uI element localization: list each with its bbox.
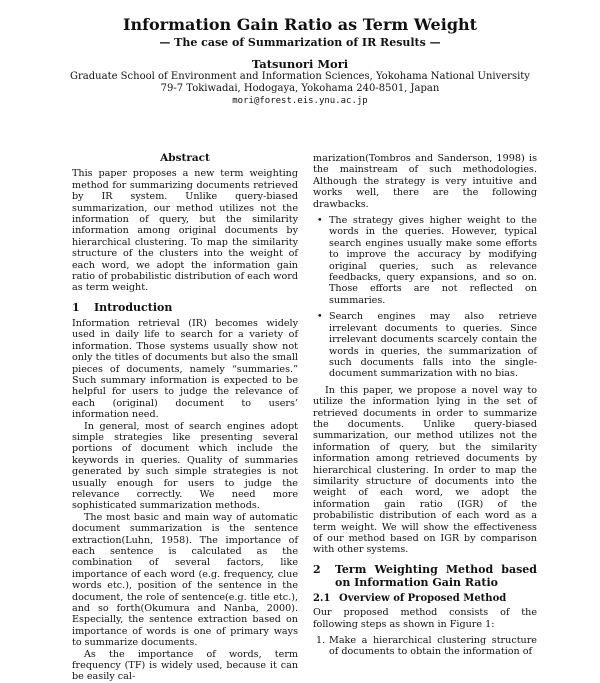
section-title: Term Weighting Method based on Information Gain Ratio [335,562,537,589]
bullet-icon: • [317,215,323,227]
section-heading-term-weighting [313,563,537,589]
step-number: 1. [316,635,326,647]
paper-title: Information Gain Ratio as Term Weight [122,15,478,34]
subsection-heading-overview [313,593,537,604]
proposal-paragraph: In this paper, we propose a novel way to utilize the information lying in the set of retrieved documents in order to summarize the documents. Unlike query-biased summarization, our method utilizes not the information of query, but the similarity information among retrieved documents by hierarchical clustering. In order to map the similarity structure of documents into the weight of each word, we adopt the information gain ratio (IGR) of the probabilistic distribution of each word as a term weight. We will show the effectiveness of our method based on IGR by comparison with other systems. [313,384,537,556]
section-title: Introduction [94,300,173,314]
list-item [313,635,537,658]
list-item [313,311,537,379]
section-number: 1 [72,300,80,314]
left-column [72,153,298,683]
section-heading-introduction [72,301,298,314]
affiliation-line-1: Graduate School of Environment and Information Sciences, Yokohama National University [70,71,530,82]
list-item-text: Search engines may also retrieve irrelevant documents to queries. Since irrelevant documents scarcely contain the words in queries, the summarization of such documents falls into the single-document summarization with no bias. [329,311,537,380]
abstract-text: This paper proposes a new term weighting method for summarizing documents retrieved by IR system. Unlike query-biased summarization, our method utilizes not the information of query, but the similarity information among original documents by hierarchical clustering. To map the similarity structure of the clusters into the weight of each word, we adopt the information gain ratio of probabilistic distribution of each word as term weight. [72,168,298,294]
affiliation-line-2: 79-7 Tokiwadai, Hodogaya, Yokohama 240-8501, Japan [160,83,440,94]
abstract-heading: Abstract [160,152,210,164]
subsection-number: 2.1 [313,592,331,604]
continued-paragraph: marization(Tombros and Sanderson, 1998) is the mainstream of such methodologies. Although the strategy is very intuitive and works well, there are the following drawbacks. [313,153,537,210]
paper-subtitle: — The case of Summarization of IR Results — [159,36,441,49]
drawback-list [313,215,537,380]
list-item-text: The strategy gives higher weight to the words in the queries. However, typical search engines usually make some efforts to improve the accuracy by modifying original queries, such as relevance feedbacks, query expansions, and so on. Those efforts are not reflected on summaries. [329,215,537,306]
intro-paragraph-2: In general, most of search engines adopt simple strategies like presenting several portions of document which include the keywords in queries. Quality of summaries generated by such simple strategies is not usually enough for users to judge the relevance correctly. We need more sophisticated summarization methods. [72,420,298,512]
step-text: Make a hierarchical clustering structure of documents to obtain the information of [329,635,537,658]
right-column [313,153,537,658]
intro-paragraph-1: Information retrieval (IR) becomes widely used in daily life to search for a variety of information. Those systems usually show not only the titles of documents but also the small pieces of documents, namely “summaries.” Such summary information is expected to be helpful for users to judge the relevance of each (original) document to users’ information need. [72,317,298,421]
intro-paragraph-4: As the importance of words, term frequency (TF) is widely used, because it can be easily cal- [72,648,298,683]
section-number: 2 [313,562,321,576]
intro-paragraph-3: The most basic and main way of automatic document summarization is the sentence extraction(Luhn, 1958). The importance of each sentence is calculated as the combination of several factors, like importance of each word (e.g. frequency, clue words etc.), position of the sentence in the document, the role of sentence(e.g. title etc.), and so forth(Okumura and Nanba, 2000). Especially, the sentence extraction based on importance of words is one of primary ways to summarize documents. [72,511,298,649]
steps-list [313,635,537,658]
overview-paragraph: Our proposed method consists of the following steps as shown in Figure 1: [313,607,537,630]
bullet-icon: • [317,311,323,323]
subsection-title: Overview of Proposed Method [339,592,507,604]
list-item [313,215,537,306]
author-name: Tatsunori Mori [251,57,349,71]
author-email: mori@forest.eis.ynu.ac.jp [232,96,368,106]
